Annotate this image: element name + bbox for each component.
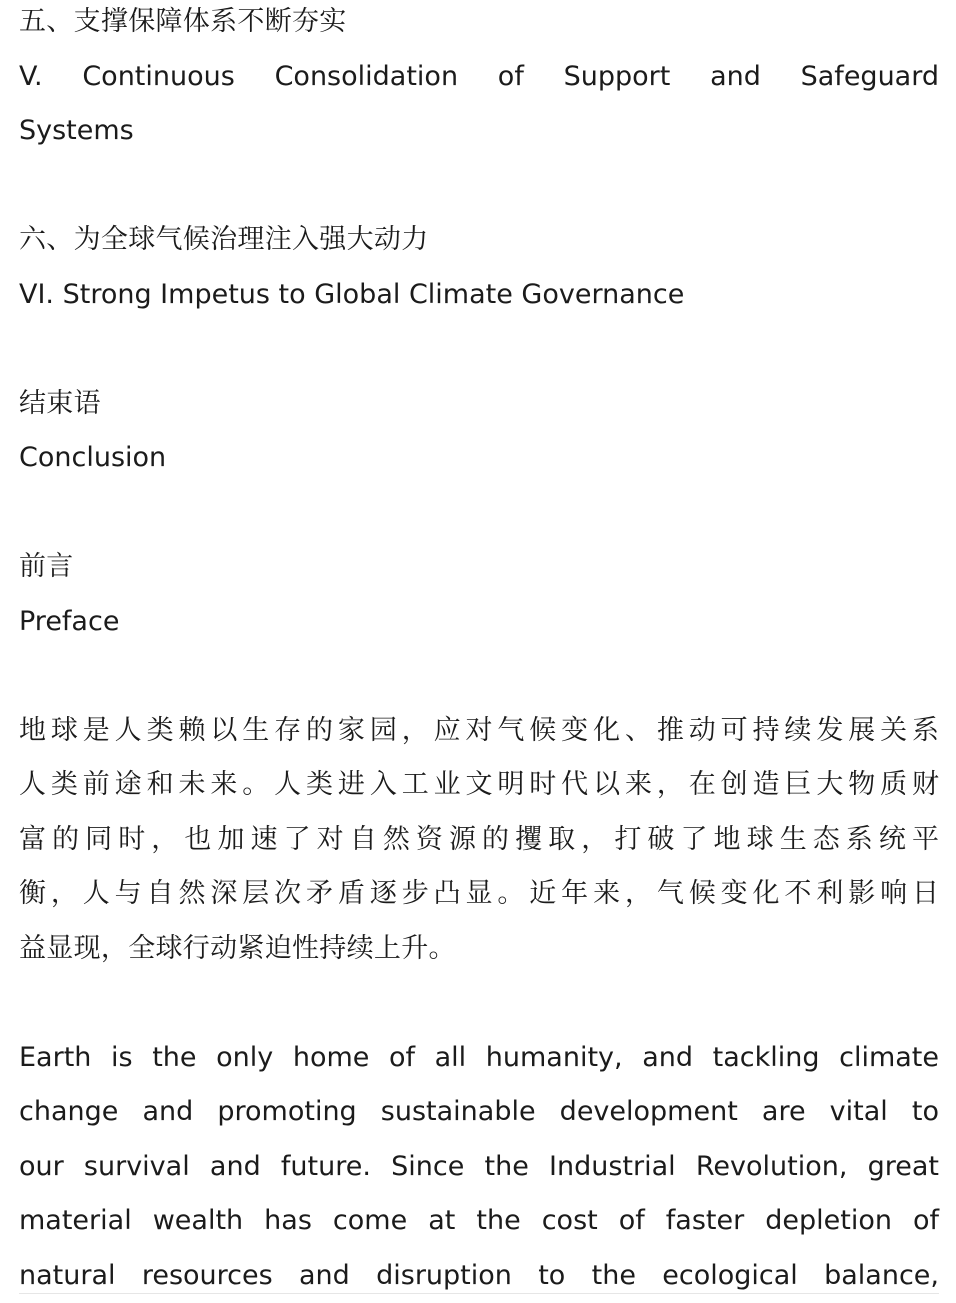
preface-heading: [19, 540, 939, 649]
preface-zh-line-4: 衡，人与自然深层次矛盾逐步凸显。近年来，气候变化不利影响日: [19, 867, 939, 922]
preface-en-line-1: Earth is the only home of all humanity, and tackling climate: [19, 1031, 939, 1086]
preface-en-line-4: material wealth has come at the cost of faster depletion of: [19, 1194, 939, 1249]
preface-body-en: [19, 1031, 939, 1303]
bottom-divider: [19, 1293, 939, 1294]
toc-entry-5-en: [19, 50, 939, 159]
toc-entry-5-en-line-2: Systems: [19, 104, 939, 159]
preface-heading-en: Preface: [19, 595, 939, 650]
toc-entry-5-en-line-1: V. Continuous Consolidation of Support and Safeguard: [19, 50, 939, 105]
toc-entry-6: [19, 213, 939, 322]
toc-entry-conclusion: [19, 377, 939, 486]
toc-entry-5: [19, 0, 939, 159]
preface-en-line-5: natural resources and disruption to the ecological balance,: [19, 1249, 939, 1303]
preface-zh-line-1: 地球是人类赖以生存的家园，应对气候变化、推动可持续发展关系: [19, 704, 939, 759]
toc-entry-6-en: VI. Strong Impetus to Global Climate Governance: [19, 268, 939, 323]
preface-heading-zh: 前言: [19, 540, 939, 595]
preface-zh-line-2: 人类前途和未来。人类进入工业文明时代以来，在创造巨大物质财: [19, 758, 939, 813]
preface-zh-line-5: 益显现，全球行动紧迫性持续上升。: [19, 922, 939, 977]
preface-zh-line-3: 富的同时，也加速了对自然资源的攫取，打破了地球生态系统平: [19, 813, 939, 868]
toc-entry-6-zh: 六、为全球气候治理注入强大动力: [19, 213, 939, 268]
toc-entry-conclusion-en: Conclusion: [19, 431, 939, 486]
toc-entry-conclusion-zh: 结束语: [19, 377, 939, 432]
preface-body-zh: [19, 704, 939, 977]
preface-en-line-2: change and promoting sustainable development are vital to: [19, 1085, 939, 1140]
preface-en-line-3: our survival and future. Since the Industrial Revolution, great: [19, 1140, 939, 1195]
toc-entry-5-zh: 五、支撑保障体系不断夯实: [19, 0, 939, 50]
article-body: [19, 0, 939, 1303]
